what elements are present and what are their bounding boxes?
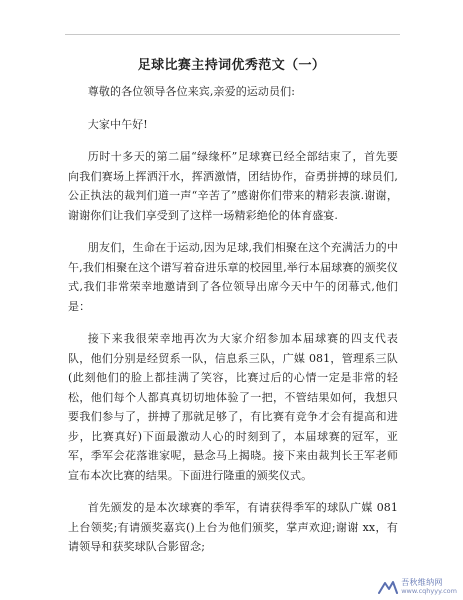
greeting-paragraph: 尊敬的各位领导各位来宾,亲爱的运动员们: <box>87 85 295 98</box>
site-watermark <box>378 578 457 596</box>
watermark-text <box>401 578 457 596</box>
body-paragraph-2: 朋友们，生命在于运动,因为足球,我们相聚在这个充满活力的中午,我们相聚在这个谱写着奋进乐章的校园里,举行本届球赛的颁奖仪式,我们非常荣幸地邀请到了各位领导出席今天中午的闭幕式,他们是： <box>68 241 398 313</box>
body-paragraph-3: 接下来我很荣幸地再次为大家介绍参加本届球赛的四支代表队，他们分别是经贸系一队，信息系三队，广媒 081，管理系三队(此刻他们的脸上都挂满了笑容，比赛过后的心情一定是非常的轻松，他们每个人都真真切切地体验了一把，不管结果如何，我想只要我们参与了，拼搏了那就足够了，有比赛有竞争才会有提高和进步，比赛真好)下面最激动人心的时刻到了，本届球赛的冠军，亚军，季军会花落谁家呢，悬念马上揭晓。接下来由裁判长王军老师宣布本次比赛的结果。下面进行隆重的颁奖仪式。 <box>68 332 398 482</box>
document-body <box>68 82 398 570</box>
document-title: 足球比赛主持词优秀范文（一） <box>137 58 326 73</box>
watermark-name: 吾秋维纳网 <box>401 578 443 587</box>
salutation-paragraph: 大家中午好! <box>87 117 148 131</box>
body-paragraph-1: 历时十多天的第二届“绿缘杯”足球赛已经全部结束了，首先要向我们赛场上挥洒汗水，挥洒激情，团结协作，奋勇拼搏的球员们,公正执法的裁判们道一声“辛苦了”感谢你们带来的精彩表演.谢谢，谢谢你们让我们享受到了这样一场精彩绝伦的体育盛宴. <box>68 150 398 222</box>
header-rule <box>65 34 400 35</box>
watermark-logo-icon <box>378 579 398 595</box>
body-paragraph-4: 首先颁发的是本次球赛的季军，有请获得季军的球队广媒 081 上台领奖;有请颁奖嘉宾()上台为他们颁奖，掌声欢迎;谢谢 xx，有请领导和获奖球队合影留念; <box>68 501 398 553</box>
watermark-url: www.cqhyyy.com <box>401 587 457 595</box>
